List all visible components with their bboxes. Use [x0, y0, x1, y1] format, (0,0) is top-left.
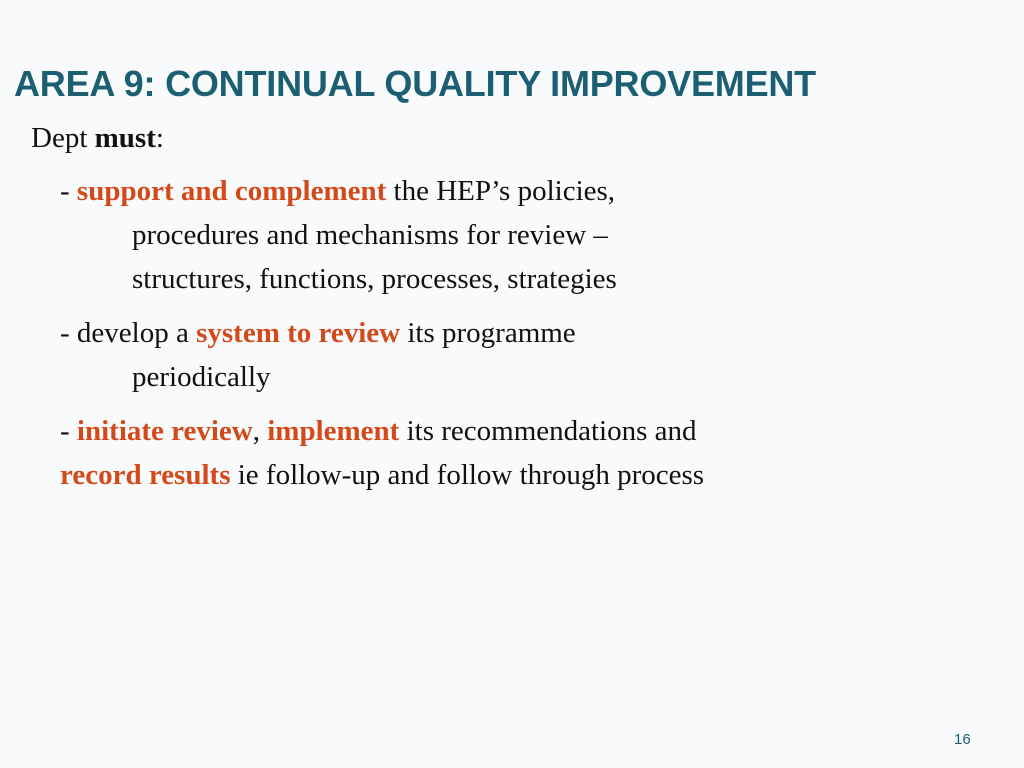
intro-text: Dept — [31, 122, 95, 154]
separator: , — [252, 415, 268, 447]
bullet-text: the HEP’s policies, — [386, 175, 616, 207]
bullet-text: its recommendations and — [399, 415, 697, 447]
highlight-text: record results — [60, 459, 231, 491]
intro-line — [31, 116, 164, 160]
intro-emphasis: must — [94, 122, 156, 154]
bullet-support — [60, 169, 617, 301]
highlight-text: system to review — [196, 317, 401, 349]
slide-title: AREA 9: CONTINUAL QUALITY IMPROVEMENT — [14, 63, 816, 104]
bullet-develop — [60, 311, 576, 399]
highlight-text: initiate review — [76, 415, 253, 447]
highlight-text: support and complement — [76, 175, 387, 207]
bullet-dash: - — [60, 415, 77, 447]
bullet-continuation: procedures and mechanisms for review – — [132, 219, 608, 251]
bullet-dash: - — [60, 175, 77, 207]
highlight-text: implement — [267, 415, 400, 447]
bullet-continuation: periodically — [132, 361, 271, 393]
bullet-line — [60, 311, 576, 355]
intro-suffix: : — [155, 122, 164, 154]
bullet-continuation: structures, functions, processes, strategies — [132, 263, 617, 295]
bullet-line — [60, 409, 704, 453]
bullet-text: ie follow-up and follow through process — [230, 459, 705, 491]
bullet-text: - develop a — [60, 317, 197, 349]
bullet-initiate — [60, 409, 704, 497]
bullet-text: its programme — [400, 317, 576, 349]
bullet-line — [60, 453, 704, 497]
bullet-line — [60, 169, 617, 213]
page-number: 16 — [954, 731, 971, 748]
